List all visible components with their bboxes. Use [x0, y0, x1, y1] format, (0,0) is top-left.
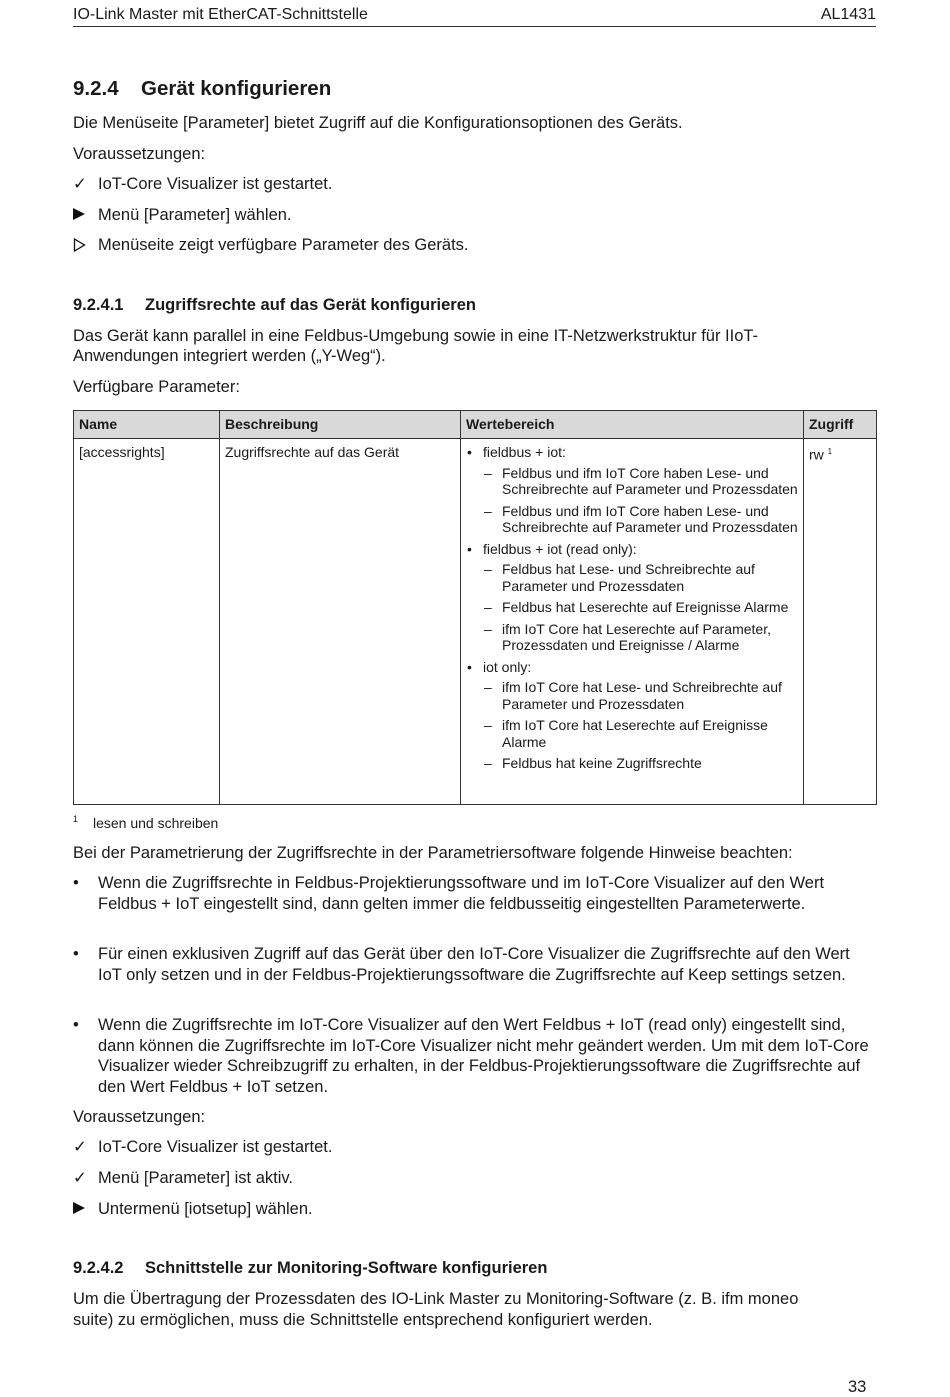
checkmark-icon: ✓	[73, 1138, 87, 1156]
column-header: Wertebereich	[461, 411, 804, 439]
step-text: IoT-Core Visualizer ist gestartet.	[98, 1138, 333, 1156]
value-group-label: iot only:	[483, 658, 532, 675]
subsection-heading	[73, 1259, 547, 1278]
page-header	[73, 6, 876, 27]
subsection-number: 9.2.4.1	[73, 296, 124, 314]
subsection-paragraph-line: Um die Übertragung der Prozessdaten des IO-Link Master zu Monitoring-Software (z. B. ifm moneo	[73, 1290, 799, 1308]
checkmark-icon: ✓	[73, 175, 87, 193]
prereq-label: Voraussetzungen:	[73, 145, 206, 163]
footnote-text: lesen und schreiben	[93, 815, 219, 831]
header-title: IO-Link Master mit EtherCAT-Schnittstelle	[73, 6, 368, 23]
value-item: Feldbus und ifm IoT Core haben Lese- und Schreibrechte auf Parameter und Prozessdaten	[502, 464, 798, 497]
step-text: Menü [Parameter] wählen.	[98, 206, 292, 224]
value-group: • iot only: – ifm IoT Core hat Lese- und Schreibrechte auf Parameter und Prozessdaten – ifm IoT Core hat Leserechte auf Ereignisse Alarme – Feldbus hat keine Zugriffsrechte	[467, 658, 782, 771]
value-item: Feldbus hat Leserechte auf Ereignisse Alarme	[502, 599, 789, 615]
subsection-heading	[73, 296, 476, 315]
value-item: Feldbus und ifm IoT Core haben Lese- und Schreibrechte auf Parameter und Prozessdaten	[502, 502, 798, 535]
footnote-number: 1	[73, 814, 79, 824]
page-number: 33	[848, 1378, 867, 1396]
value-group-label: fieldbus + iot:	[483, 444, 566, 460]
action-triangle-icon	[73, 205, 93, 226]
cell-name: [accessrights]	[74, 439, 220, 805]
table-row	[74, 439, 877, 805]
value-group-label: fieldbus + iot (read only):	[483, 540, 637, 557]
cell-description: Zugriffsrechte auf das Gerät	[220, 439, 461, 805]
step-text: IoT-Core Visualizer ist gestartet.	[98, 175, 333, 193]
step-text: Menüseite zeigt verfügbare Parameter des Geräts.	[98, 236, 469, 254]
prereq-label: Voraussetzungen:	[73, 1108, 206, 1126]
section-heading	[73, 77, 331, 101]
value-item: ifm IoT Core hat Lese- und Schreibrechte auf Parameter und Prozessdaten	[502, 679, 782, 712]
hints-intro: Bei der Parametrierung der Zugriffsrechte in der Parametriersoftware folgende Hinweise beachten:	[73, 844, 793, 862]
value-group: • fieldbus + iot (read only): – Feldbus hat Lese- und Schreibrechte auf Parameter und Prozessdaten – Feldbus hat Leserechte auf Ereignisse Alarme – ifm IoT Core hat Leserechte auf Parameter, Prozessdaten und Ereignisse / Alarme	[467, 540, 789, 653]
subsection-title: Schnittstelle zur Monitoring-Software konfigurieren	[145, 1259, 548, 1277]
hint-text: Für einen exklusiven Zugriff auf das Gerät über den IoT-Core Visualizer die Zugriffsrechte auf den Wert IoT only setzen und in der Feldbus-Projektierungssoftware die Zugriffsrechte auf Keep settings setzen.	[98, 945, 850, 984]
value-item: ifm IoT Core hat Leserechte auf Parameter, Prozessdaten und Ereignisse / Alarme	[502, 620, 771, 653]
subsection-paragraph-line: suite) zu ermöglichen, muss die Schnittstelle entsprechend konfiguriert werden.	[73, 1311, 653, 1329]
action-triangle-icon	[73, 1199, 93, 1220]
subsection-paragraph-line: Anwendungen integriert werden („Y-Weg“).	[73, 347, 386, 365]
access-value: rw	[809, 446, 824, 463]
step-text: Menü [Parameter] ist aktiv.	[98, 1169, 294, 1187]
bullet-icon: •	[73, 874, 79, 892]
cell-value-range	[461, 439, 804, 805]
hint-text: Wenn die Zugriffsrechte in Feldbus-Projektierungssoftware und im IoT-Core Visualizer auf den Wert Feldbus + IoT eingestellt sind, dann gelten immer die feldbusseitig eingestellten Parameterwerte.	[98, 874, 825, 913]
value-group: • fieldbus + iot: – Feldbus und ifm IoT Core haben Lese- und Schreibrechte auf Parameter und Prozessdaten – Feldbus und ifm IoT Core haben Lese- und Schreibrechte auf Parameter und Prozessdaten	[467, 444, 798, 535]
cell-access	[804, 439, 877, 805]
subsection-number: 9.2.4.2	[73, 1259, 124, 1277]
section-intro: Die Menüseite [Parameter] bietet Zugriff auf die Konfigurationsoptionen des Geräts.	[73, 114, 683, 132]
bullet-icon: •	[73, 1016, 79, 1034]
hint-text: Wenn die Zugriffsrechte im IoT-Core Visualizer auf den Wert Feldbus + IoT (read only) eingestellt sind, dann können die Zugriffsrechte im IoT-Core Visualizer nicht mehr geändert werden. Um mit dem IoT-Core Visualizer wieder Schreibzugriff zu erhalten, in der Feldbus-Projektierungssoftware die Zugriffsrechte auf den Wert Feldbus + IoT setzen.	[98, 1016, 869, 1096]
bullet-icon: •	[73, 945, 79, 963]
column-header: Beschreibung	[220, 411, 461, 439]
section-number: 9.2.4	[73, 77, 119, 100]
section-title: Gerät konfigurieren	[141, 77, 332, 100]
value-item: Feldbus hat Lese- und Schreibrechte auf Parameter und Prozessdaten	[502, 561, 755, 594]
value-item: Feldbus hat keine Zugriffsrechte	[502, 755, 702, 771]
subsection-title: Zugriffsrechte auf das Gerät konfigurieren	[145, 296, 476, 314]
checkmark-icon: ✓	[73, 1169, 87, 1187]
result-triangle-icon	[73, 235, 93, 258]
step-text: Untermenü [iotsetup] wählen.	[98, 1200, 313, 1218]
subsection-paragraph-line: Das Gerät kann parallel in eine Feldbus-Umgebung sowie in eine IT-Netzwerkstruktur für IIoT-	[73, 327, 759, 345]
column-header: Name	[74, 411, 220, 439]
column-header: Zugriff	[804, 411, 877, 439]
parameter-table	[73, 410, 877, 805]
header-product-code: AL1431	[820, 6, 876, 23]
table-header-row	[74, 411, 877, 439]
value-item: ifm IoT Core hat Leserechte auf Ereignisse Alarme	[502, 717, 768, 750]
footnote-ref: 1	[827, 447, 833, 456]
params-label: Verfügbare Parameter:	[73, 378, 240, 396]
